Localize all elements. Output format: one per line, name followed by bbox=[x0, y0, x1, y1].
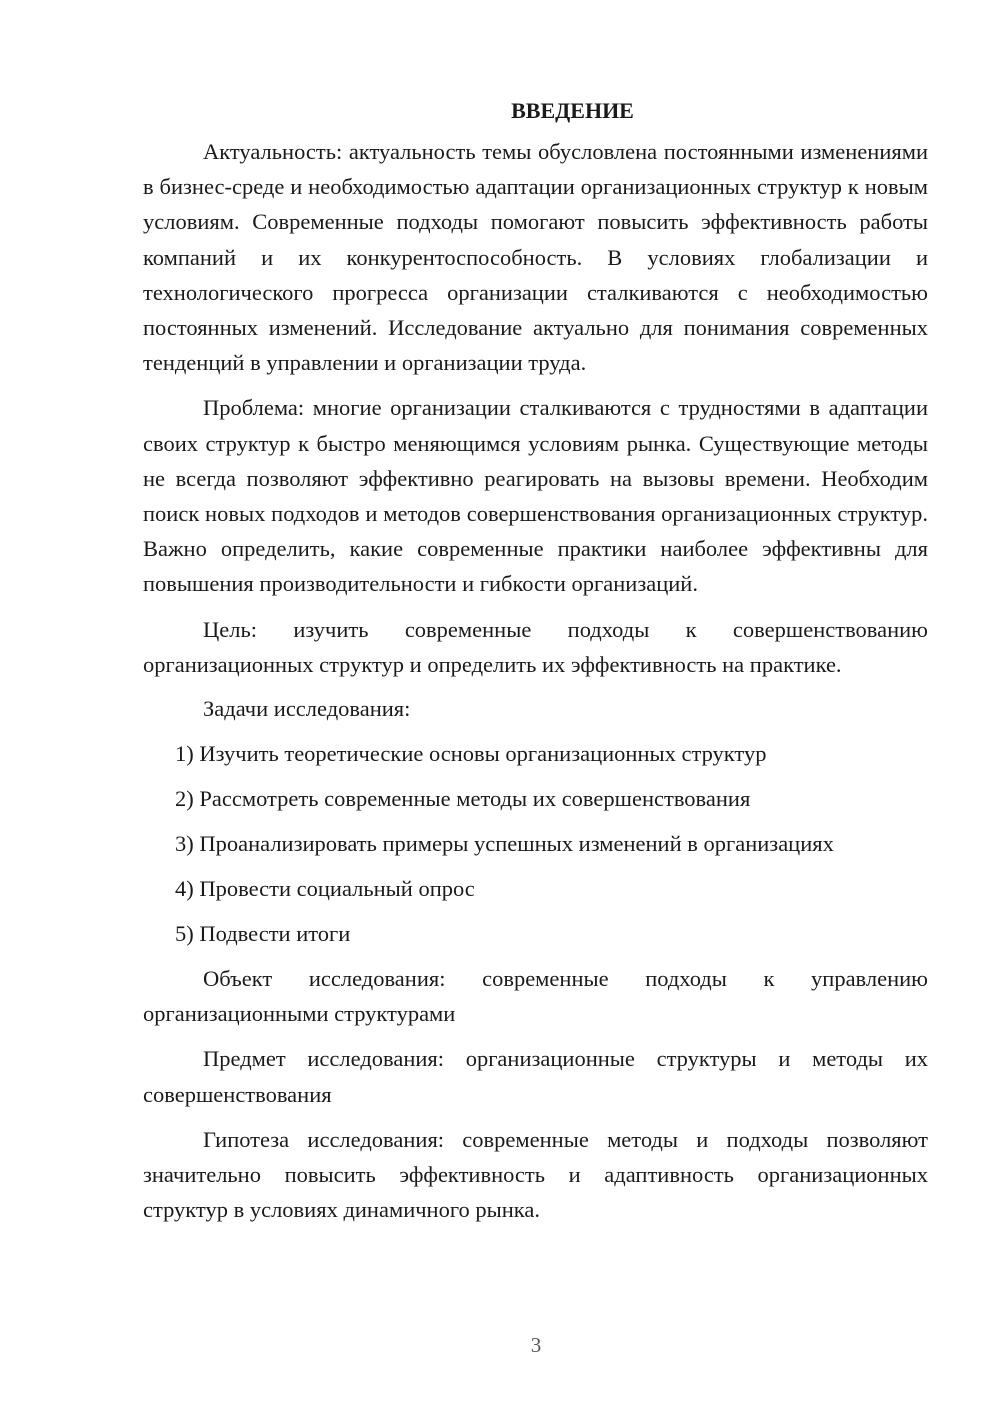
page-number: 3 bbox=[530, 1333, 542, 1357]
task-item: 2) Рассмотреть современные методы их совершенствования bbox=[175, 786, 751, 812]
subject-paragraph: Предмет исследования: организационные структуры и методы их совершенствования bbox=[143, 1046, 928, 1107]
tasks-list bbox=[143, 736, 928, 951]
tasks-heading: Задачи исследования: bbox=[203, 696, 411, 722]
goal-paragraph: Цель: изучить современные подходы к совершенствованию организационных структур и определить их эффективность на практике. bbox=[143, 616, 928, 677]
task-item: 5) Подвести итоги bbox=[175, 921, 351, 947]
page-title: ВВЕДЕНИЕ bbox=[511, 98, 634, 123]
task-item: 3) Проанализировать примеры успешных изменений в организациях bbox=[175, 831, 834, 857]
hypothesis-paragraph: Гипотеза исследования: современные методы и подходы позволяют значительно повысить эффективность и адаптивность организационных структур в условиях динамичного рынка. bbox=[143, 1126, 928, 1223]
task-item: 4) Провести социальный опрос bbox=[175, 876, 475, 902]
problem-paragraph: Проблема: многие организации сталкиваются с трудностями в адаптации своих структур к быстро меняющимся условиям рынка. Существующие методы не всегда позволяют эффективно реагировать на вызовы времени. Необходим поиск новых подходов и методов совершенствования организационных структур. Важно определить, какие современные практики наиболее эффективны для повышения производительности и гибкости организаций. bbox=[143, 395, 928, 597]
task-item: 1) Изучить теоретические основы организационных структур bbox=[175, 741, 767, 767]
relevance-paragraph: Актуальность: актуальность темы обусловлена постоянными изменениями в бизнес-среде и необходимостью адаптации организационных структур к новым условиям. Современные подходы помогают повысить эффективность работы компаний и их конкурентоспособность. В условиях глобализации и технологического прогресса организации сталкиваются с необходимостью постоянных изменений. Исследование актуально для понимания современных тенденций в управлении и организации труда. bbox=[143, 139, 928, 376]
object-paragraph: Объект исследования: современные подходы к управлению организационными структурами bbox=[143, 966, 928, 1027]
